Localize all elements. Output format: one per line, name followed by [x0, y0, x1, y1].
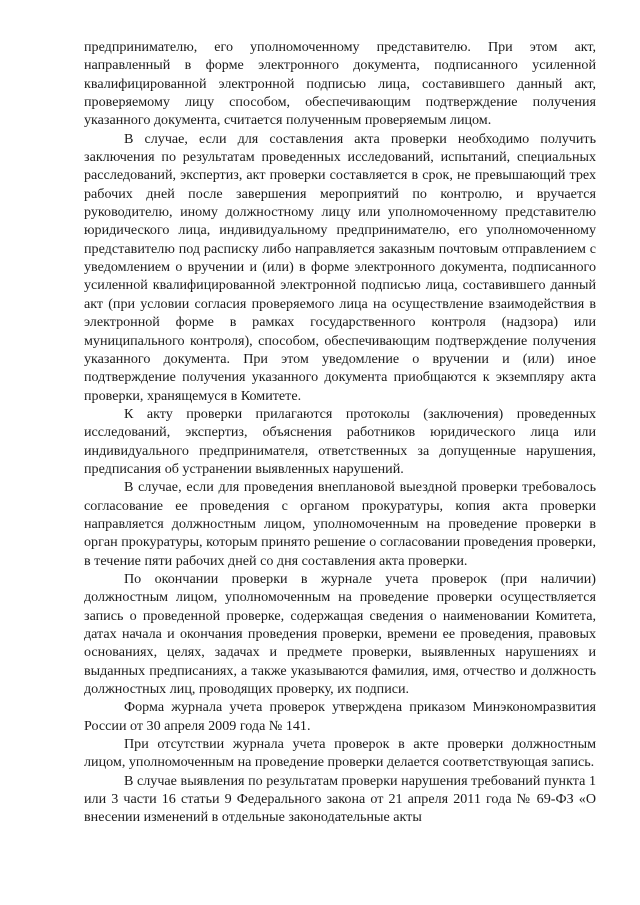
paragraph-expert-conclusions: В случае, если для составления акта проверки необходимо получить заключения по результатам проведенных исследований, испытаний, специальных расследований, экспертиз, акт проверки составляется в срок, не превышающий трех рабочих дней после завершения мероприятий по контролю, и вручается руководителю, иному должностному лицу или уполномоченному представителю юридического лица, индивидуальному предпринимателю, его уполномоченному представителю под расписку либо направляется заказным почтовым отправлением с уведомлением о вручении и (или) в форме электронного документа, подписанного усиленной квалифицированной электронной подписью лица, составившего данный акт (при условии согласия проверяемого лица на осуществление взаимодействия в электронной форме в рамках государственного контроля (надзора) или муниципального контроля), способом, обеспечивающим подтверждение получения указанного документа. При этом уведомление о вручении и (или) иное подтверждение получения указанного документа приобщаются к экземпляру акта проверки, хранящемуся в Комитете. [84, 130, 596, 404]
paragraph-attachments: К акту проверки прилагаются протоколы (заключения) проведенных исследований, экспертиз, объяснения работников юридического лица или индивидуального предпринимателя, ответственных за допущенные нарушения, предписания об устранении выявленных нарушений. [84, 405, 596, 477]
paragraph-continuation: предпринимателю, его уполномоченному представителю. При этом акт, направленный в форме электронного документа, подписанного усиленной квалифицированной электронной подписью лица, составившего данный акт, проверяемому лицу способом, обеспечивающим подтверждение получения указанного документа, считается полученным проверяемым лицом. [84, 39, 596, 129]
document-body [84, 38, 596, 827]
paragraph-inspection-journal: По окончании проверки в журнале учета проверок (при наличии) должностным лицом, уполномоченным на проведение проверки осуществляется запись о проведенной проверке, содержащая сведения о наименовании Комитета, датах начала и окончания проведения проверки, времени ее проведения, правовых основаниях, целях, задачах и предмете проверки, выявленных нарушениях и выданных предписаниях, а также указываются фамилия, имя, отчество и должность должностных лиц, проводящих проверку, их подписи. [84, 570, 596, 698]
paragraph-violations: В случае выявления по результатам проверки нарушения требований пункта 1 или 3 части 16 статьи 9 Федерального закона от 21 апреля 2011 года № 69-ФЗ «О внесении изменений в отдельные законодательные акты [84, 772, 596, 826]
paragraph-journal-form: Форма журнала учета проверок утверждена приказом Минэкономразвития России от 30 апреля 2009 года № 141. [84, 699, 596, 734]
paragraph-prosecutor-copy: В случае, если для проведения внеплановой выездной проверки требовалось согласование ее проведения с органом прокуратуры, копия акта проверки направляется должностным лицом, уполномоченным на проведение проверки в орган прокуратуры, которым принято решение о согласовании проведения проверки, в течение пяти рабочих дней со дня составления акта проверки. [84, 479, 596, 569]
paragraph-no-journal: При отсутствии журнала учета проверок в акте проверки должностным лицом, уполномоченным на проведение проверки делается соответствующая запись. [84, 736, 596, 771]
